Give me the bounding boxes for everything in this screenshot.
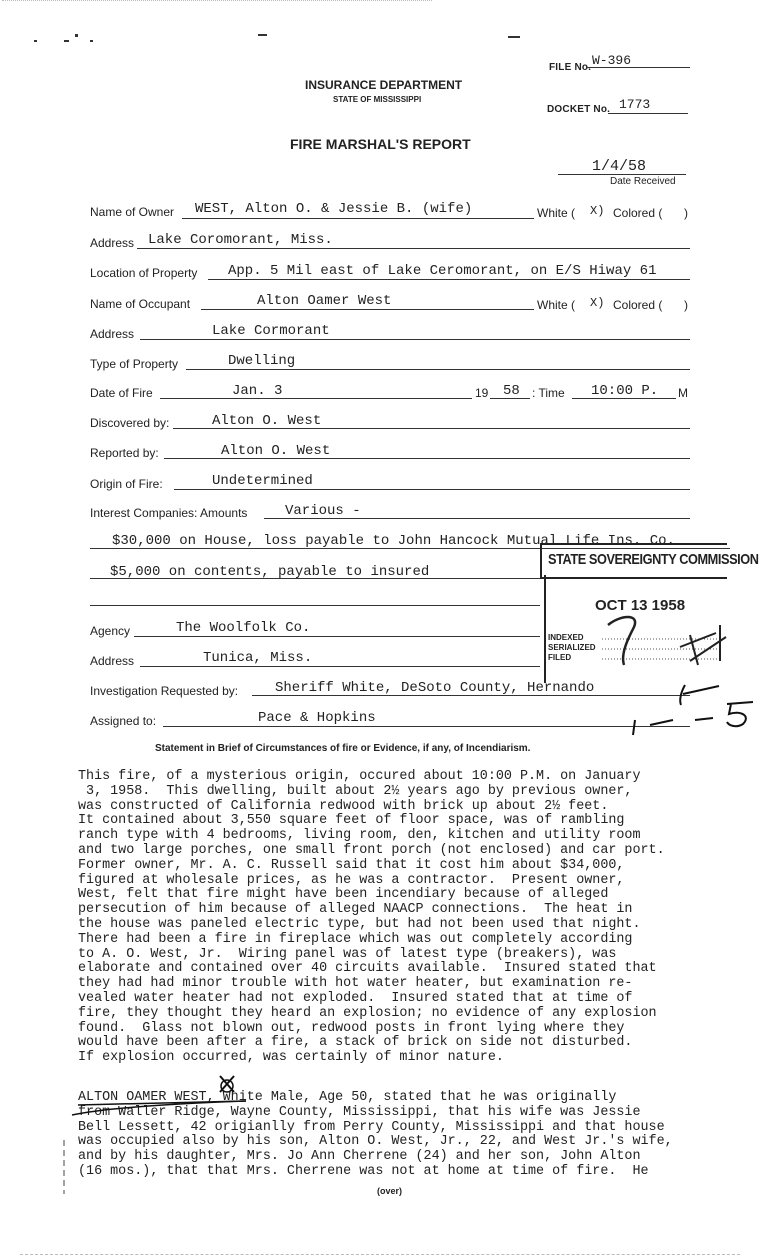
origin-value: Undetermined	[212, 473, 313, 489]
assigned-line	[163, 726, 690, 727]
agency-address-value: Tunica, Miss.	[203, 650, 313, 666]
handwritten-number	[615, 680, 763, 740]
statement-paragraph-2: ALTON OAMER WEST, White Male, Age 50, stated that he was originally from Waller Ridge, Wayne County, Mississippi, that his wife was Jessie Bell Lessett, 42 origianlly from Perry County, Mississippi and that house was occupied also by his son, Alton O. West, Jr., 22, and West Jr.'s wife, and by his daughter, Mrs. Jo Ann Cherrene (24) and her son, John Alton (16 mos.), that that Mrs. Cherrene was not at home at time of fire. He	[78, 1090, 673, 1179]
date-received-label: Date Received	[610, 176, 676, 187]
occupant-address-label: Address	[90, 327, 135, 341]
blank-rule	[90, 605, 540, 606]
over-note: (over)	[377, 1186, 403, 1196]
investigation-value: Sheriff White, DeSoto County, Hernando	[275, 680, 595, 696]
year-line	[490, 398, 530, 399]
occupant-colored-label: Colored (	[613, 298, 663, 312]
owner-address-line	[137, 248, 690, 249]
owner-address-label: Address	[90, 236, 135, 250]
agency-address-label: Address	[90, 654, 135, 668]
investigation-label: Investigation Requested by:	[90, 684, 239, 698]
owner-colored-close: )	[684, 206, 688, 220]
interest-line	[264, 518, 690, 519]
reported-line	[164, 458, 690, 459]
interest-line1-value: $30,000 on House, loss payable to John Hancock Mutual Life Ins. Co.	[112, 533, 675, 549]
file-no-line	[587, 67, 690, 68]
time-suffix: M	[678, 386, 688, 400]
date-of-fire-label: Date of Fire	[90, 386, 153, 400]
report-title: FIRE MARSHAL'S REPORT	[290, 136, 471, 152]
owner-address-value: Lake Coromorant, Miss.	[148, 232, 333, 248]
time-line	[572, 398, 676, 399]
reported-value: Alton O. West	[221, 443, 331, 459]
docket-no-line	[608, 113, 688, 114]
interest-label: Interest Companies: Amounts	[90, 506, 248, 520]
time-label: : Time	[532, 386, 565, 400]
discovered-line	[173, 428, 690, 429]
discovered-value: Alton O. West	[212, 413, 322, 429]
stamp-serialized: SERIALIZED	[548, 643, 596, 652]
statement-paragraph-1: This fire, of a mysterious origin, occured about 10:00 P.M. on January 3, 1958. This dwelling, built about 2½ years ago by previous owner, was constructed of California redwood with brick up about 2½ feet. It contained about 3,550 square feet of floor space, was of rambling ranch type with 4 bedrooms, living room, den, kitchen and utility room and two large porches, one small front porch (not enclosed) and car port. Former owner, Mr. A. C. Russell said that it cost him about $34,000, figured at wholesale prices, as he was a contractor. Present owner, West, felt that fire might have been incendiary because of alleged persecution of him because of alleged NAACP connections. The heat in the house was paneled electric type, but had not been used that night. There had been a fire in fireplace which was out completely according to A. O. West, Jr. Wiring panel was of latest type (breakers), was elaborate and contained over 40 circuits available. Insured stated that they had had minor trouble with hot water heater, but examination re- vealed water heater had not exploded. Insured stated that at time of fire, they thought they heard an explosion; no evidence of any explosion found. Glass not blown out, redwood posts in front lying where they would have been after a fire, a stack of brick on side not disturbed. If explosion occurred, was certainly of minor nature.	[78, 769, 665, 1066]
property-type-value: Dwelling	[228, 353, 296, 369]
assigned-value: Pace & Hopkins	[258, 710, 376, 726]
docket-no-label: DOCKET No.	[547, 104, 611, 115]
discovered-label: Discovered by:	[90, 416, 170, 430]
interest-line2-value: $5,000 on contents, payable to insured	[110, 564, 430, 580]
date-of-fire-value: Jan. 3	[232, 383, 283, 399]
occupant-line	[201, 309, 534, 310]
scan-speck	[34, 40, 37, 42]
agency-address-line	[140, 666, 540, 667]
stamp-handwriting	[540, 535, 730, 685]
origin-line	[174, 489, 690, 490]
file-no-value: W-396	[592, 53, 632, 68]
scan-speck	[64, 40, 69, 42]
scan-speck	[258, 34, 267, 36]
margin-bracket	[58, 1138, 70, 1198]
year-prefix: 19	[475, 386, 489, 400]
assigned-label: Assigned to:	[90, 714, 157, 728]
file-no-label: FILE No.	[549, 62, 592, 73]
occupant-label: Name of Occupant	[90, 297, 191, 311]
sovereignty-commission-stamp	[540, 535, 759, 685]
occupant-address-value: Lake Cormorant	[212, 323, 330, 339]
year-value: 58	[503, 383, 520, 399]
date-received-line	[558, 174, 686, 175]
stamp-date: OCT 13 1958	[595, 597, 686, 614]
origin-label: Origin of Fire:	[90, 477, 163, 491]
department-title: INSURANCE DEPARTMENT	[305, 78, 463, 92]
occupant-address-line	[140, 339, 690, 340]
agency-value: The Woolfolk Co.	[176, 620, 311, 636]
occupant-value: Alton Oamer West	[257, 293, 392, 309]
property-type-line	[186, 369, 690, 370]
owner-white-mark: X)	[590, 204, 605, 218]
date-of-fire-line	[160, 398, 472, 399]
docket-no-value: 1773	[619, 97, 651, 112]
owner-value: WEST, Alton O. & Jessie B. (wife)	[195, 201, 473, 217]
location-line	[208, 279, 690, 280]
scan-speck	[508, 36, 520, 38]
agency-label: Agency	[90, 624, 131, 638]
bottom-edge-dash	[20, 1254, 740, 1255]
occupant-colored-close: )	[684, 298, 688, 312]
state-title: STATE OF MISSISSIPPI	[333, 95, 422, 104]
property-type-label: Type of Property	[90, 357, 179, 371]
interest-line2-rule	[90, 578, 540, 579]
scan-speck	[90, 40, 93, 42]
owner-white-label: White (	[537, 206, 576, 220]
agency-line	[134, 636, 540, 637]
reported-label: Reported by:	[90, 446, 159, 460]
stamp-title: STATE SOVEREIGNTY COMMISSION	[548, 551, 759, 568]
scan-edge-dots	[2, 0, 432, 5]
location-value: App. 5 Mil east of Lake Ceromorant, on E/S Hiway 61	[228, 263, 657, 279]
stamp-filed: FILED	[548, 653, 572, 662]
location-label: Location of Property	[90, 266, 198, 280]
time-value: 10:00 P.	[591, 383, 659, 399]
statement-heading: Statement in Brief of Circumstances of fire or Evidence, if any, of Incendiarism.	[155, 743, 531, 754]
owner-label: Name of Owner	[90, 205, 175, 219]
occupant-white-mark: X)	[590, 296, 605, 310]
owner-colored-label: Colored (	[613, 206, 663, 220]
underline-mark	[70, 1097, 270, 1127]
stamp-indexed: INDEXED	[548, 633, 584, 642]
occupant-white-label: White (	[537, 298, 576, 312]
date-received-value: 1/4/58	[592, 158, 647, 175]
interest-value: Various -	[285, 503, 361, 519]
owner-line	[182, 218, 534, 219]
scan-speck	[75, 34, 78, 37]
